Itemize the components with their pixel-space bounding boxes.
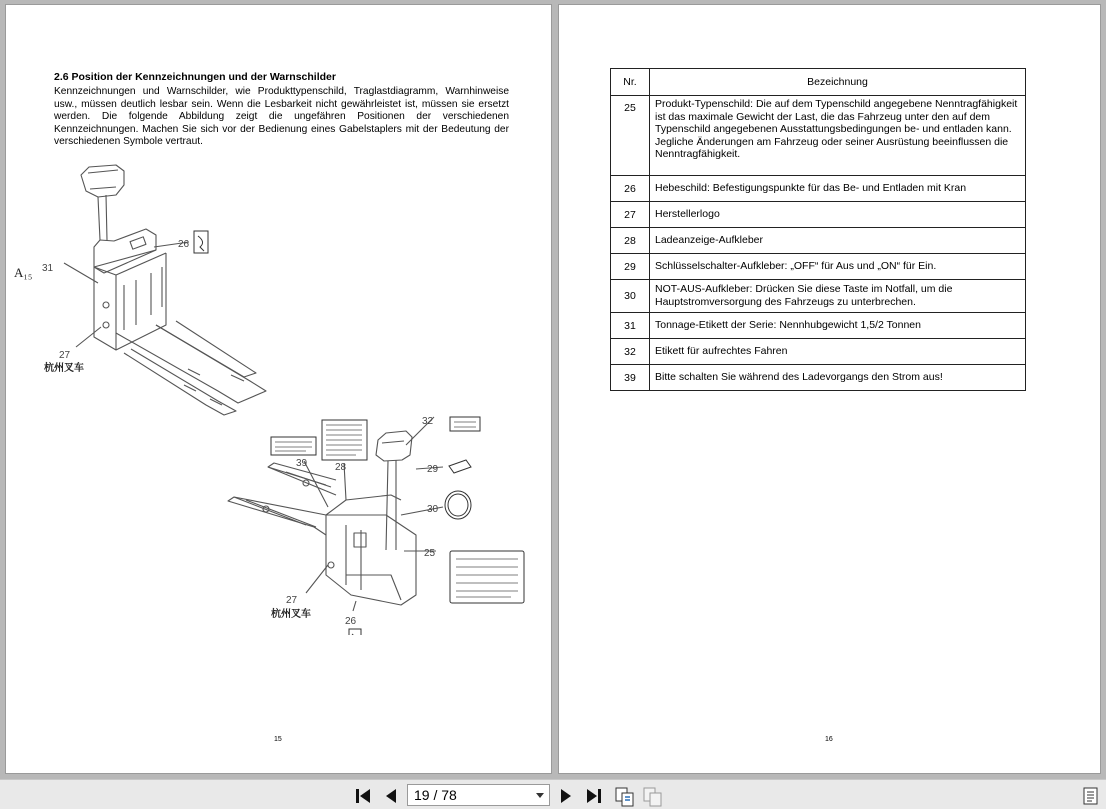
row-nr: 26 <box>611 176 650 202</box>
table-row <box>611 96 1026 176</box>
row-nr: 31 <box>611 313 650 339</box>
page-number-left: 15 <box>274 736 282 743</box>
callout-32: 32 <box>422 416 434 427</box>
document-properties-icon[interactable] <box>1082 786 1100 806</box>
facing-pages-icon[interactable] <box>614 786 636 806</box>
row-description: NOT-AUS-Aufkleber: Drücken Sie diese Taste im Notfall, um die Hauptstromversorgung des Fahrzeugs zu unterbrechen. <box>650 280 1026 313</box>
callout-30: 30 <box>427 504 439 515</box>
callout-28: 28 <box>335 462 347 473</box>
page-number-select[interactable] <box>407 784 550 806</box>
row-description: Produkt-Typenschild: Die auf dem Typenschild angegebene Nenntragfähigkeit ist das maximale Gewicht der Last, die das Fahrzeug unter den auf dem Typenschild angegebenen Ausstattungsbedingungen be- und entladen kann. Jegliche Änderungen am Fahrzeug oder seiner Ausrüstung beeinflussen die Nenntragfähigkeit. <box>650 96 1026 176</box>
row-nr: 32 <box>611 339 650 365</box>
previous-page-icon[interactable] <box>381 786 401 806</box>
table-row <box>611 202 1026 228</box>
callout-26-upper: 26 <box>178 239 190 250</box>
table-row <box>611 228 1026 254</box>
table-row <box>611 339 1026 365</box>
callout-27-lower: 27 <box>286 595 298 606</box>
table-header-row <box>611 69 1026 96</box>
row-nr: 30 <box>611 280 650 313</box>
viewer-toolbar <box>0 779 1106 809</box>
last-page-icon[interactable] <box>583 786 605 806</box>
first-page-icon[interactable] <box>352 786 374 806</box>
brand-text-lower: 杭州叉车 <box>271 609 311 620</box>
section-heading: 2.6 Position der Kennzeichnungen und der Warnschilder <box>54 71 336 83</box>
pallet-truck-upper <box>81 165 266 415</box>
brand-text-upper: 杭州叉车 <box>44 363 84 374</box>
table-row <box>611 176 1026 202</box>
single-page-icon[interactable] <box>642 786 664 806</box>
label-legend-table <box>610 68 1026 391</box>
table-row <box>611 254 1026 280</box>
row-description: Etikett für aufrechtes Fahren <box>650 339 1026 365</box>
callout-26-lower: 26 <box>345 616 357 627</box>
table-row <box>611 280 1026 313</box>
table-row <box>611 313 1026 339</box>
callout-31: 31 <box>42 263 54 274</box>
callout-29: 29 <box>427 464 439 475</box>
column-header-bezeichnung: Bezeichnung <box>650 69 1026 96</box>
right-page <box>558 4 1101 774</box>
row-description: Tonnage-Etikett der Serie: Nennhubgewicht 1,5/2 Tonnen <box>650 313 1026 339</box>
row-nr: 28 <box>611 228 650 254</box>
callout-39: 39 <box>296 458 308 469</box>
column-header-nr: Nr. <box>611 69 650 96</box>
row-nr: 29 <box>611 254 650 280</box>
row-description: Bitte schalten Sie während des Ladevorgangs den Strom aus! <box>650 365 1026 391</box>
pallet-truck-label-diagram <box>6 155 553 635</box>
next-page-icon[interactable] <box>556 786 576 806</box>
row-description: Ladeanzeige-Aufkleber <box>650 228 1026 254</box>
row-description: Schlüsselschalter-Aufkleber: „OFF“ für Aus und „ON“ für Ein. <box>650 254 1026 280</box>
row-description: Hebeschild: Befestigungspunkte für das Be- und Entladen mit Kran <box>650 176 1026 202</box>
callout-25: 25 <box>424 548 436 559</box>
row-nr: 39 <box>611 365 650 391</box>
page-indicator-text: 19 / 78 <box>414 787 457 803</box>
callout-27-upper: 27 <box>59 350 71 361</box>
left-page <box>5 4 552 774</box>
section-body-text: Kennzeichnungen und Warnschilder, wie Produkttypenschild, Traglastdiagramm, Warnhinweise usw., müssen deutlich lesbar sein. Wenn die Lesbarkeit nicht gewährleistet ist, müssen sie ersetzt werden. Die folgende Abbildung zeigt die ungefähren Positionen der verschiedenen Kennzeichnungen. Machen Sie sich vor der Bedienung eines Gabelstaplers mit der Bedeutung der verschiedenen Symbole vertraut. <box>54 86 509 148</box>
page-number-right: 16 <box>825 736 833 743</box>
table-row <box>611 365 1026 391</box>
chevron-down-icon <box>536 793 544 798</box>
tonnage-mark: A₁₅ <box>14 265 33 280</box>
row-nr: 25 <box>611 96 650 176</box>
row-description: Herstellerlogo <box>650 202 1026 228</box>
row-nr: 27 <box>611 202 650 228</box>
